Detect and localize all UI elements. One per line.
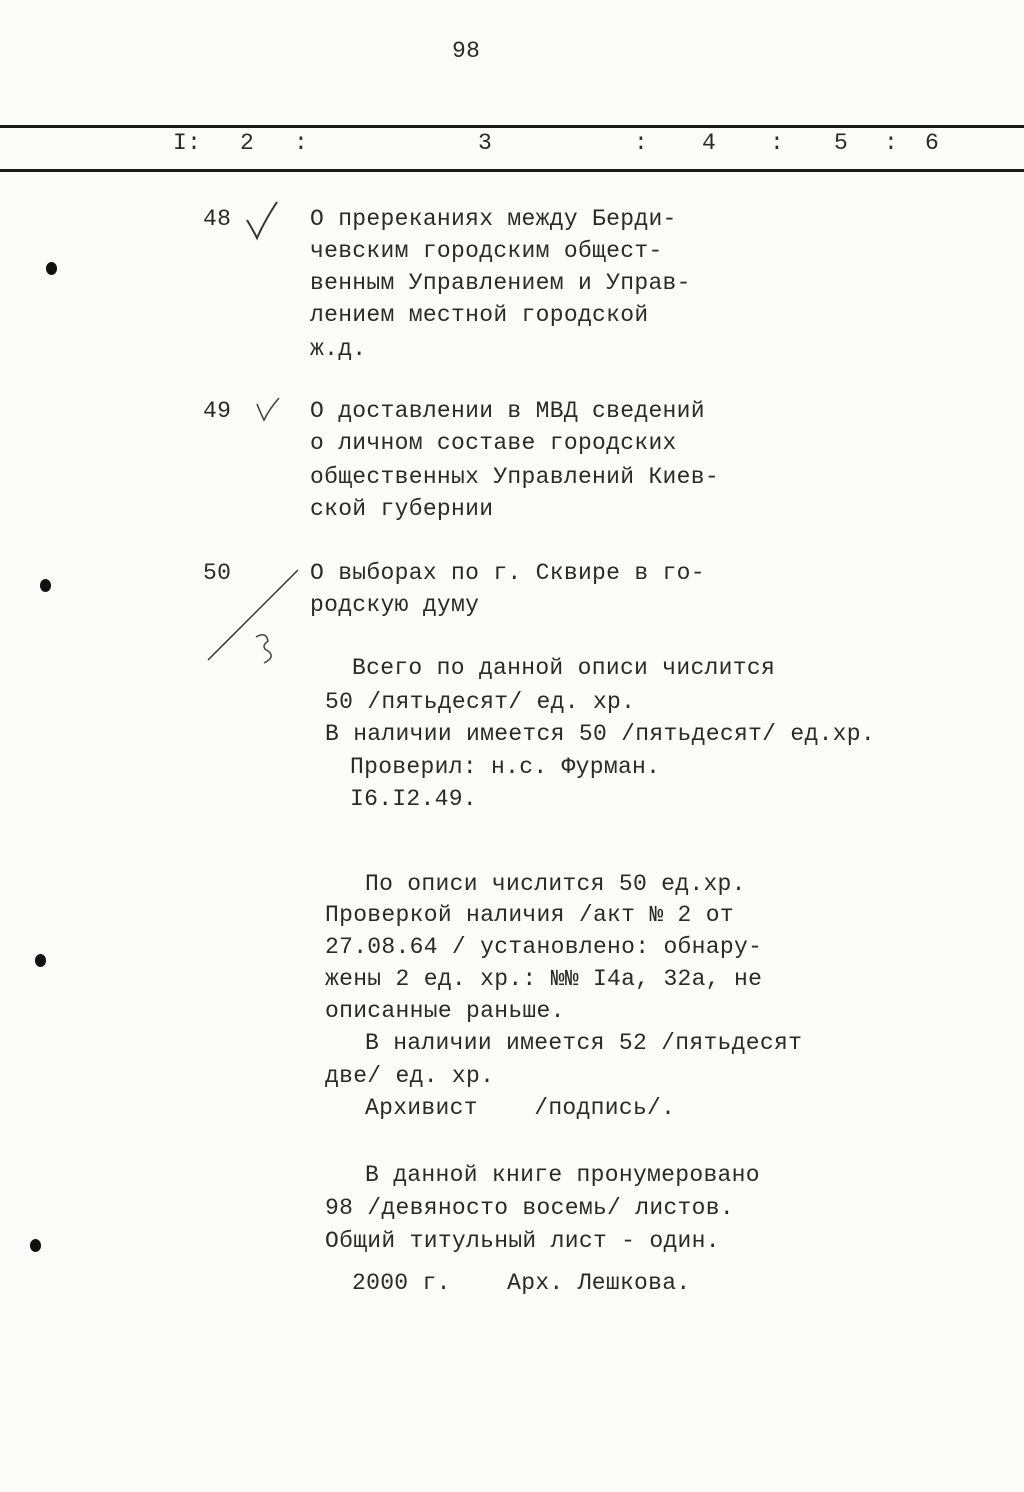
item-line: О пререканиях между Берди- bbox=[310, 206, 677, 232]
item-line: венным Управлением и Управ- bbox=[310, 270, 691, 296]
checkmark-icon bbox=[255, 398, 285, 424]
note-line: описанные раньше. bbox=[325, 998, 565, 1024]
column-1: I: bbox=[173, 130, 202, 156]
header-bottom-rule bbox=[0, 169, 1024, 172]
punch-hole bbox=[46, 262, 57, 275]
checkmark-icon bbox=[245, 200, 285, 240]
page-number: 98 bbox=[452, 38, 481, 64]
column-separator: : bbox=[634, 130, 649, 156]
item-number: 50 bbox=[203, 560, 232, 586]
item-number: 49 bbox=[203, 398, 232, 424]
item-line: родскую думу bbox=[310, 592, 480, 618]
note-line: Общий титульный лист - один. bbox=[325, 1228, 720, 1254]
item-line: о личном составе городских bbox=[310, 430, 677, 456]
column-separator: : bbox=[294, 130, 309, 156]
note-line: Проверкой наличия /акт № 2 от bbox=[325, 902, 734, 928]
column-6: 6 bbox=[925, 130, 940, 156]
end-line-mark-icon bbox=[200, 565, 300, 685]
punch-hole bbox=[35, 954, 46, 967]
column-3: 3 bbox=[478, 130, 493, 156]
item-line: ж.д. bbox=[310, 336, 367, 362]
column-2: 2 bbox=[240, 130, 255, 156]
note-signature: Архивист /подпись/. bbox=[365, 1095, 676, 1121]
item-line: лением местной городской bbox=[310, 302, 649, 328]
note-line: По описи числится 50 ед.хр. bbox=[365, 871, 746, 897]
note-line: две/ ед. хр. bbox=[325, 1063, 495, 1089]
note-line: 27.08.64 / установлено: обнару- bbox=[325, 934, 763, 960]
punch-hole bbox=[30, 1239, 41, 1252]
note-line: 98 /девяносто восемь/ листов. bbox=[325, 1195, 734, 1221]
note-line: Всего по данной описи числится bbox=[352, 655, 776, 681]
note-line: Проверил: н.с. Фурман. bbox=[350, 754, 661, 780]
column-separator: : bbox=[770, 130, 785, 156]
item-line: О доставлении в МВД сведений bbox=[310, 398, 705, 424]
column-5: 5 bbox=[834, 130, 849, 156]
item-line: чевским городским общест- bbox=[310, 238, 663, 264]
note-line: жены 2 ед. хр.: №№ I4а, 32а, не bbox=[325, 966, 763, 992]
item-number: 48 bbox=[203, 206, 232, 232]
note-date: I6.I2.49. bbox=[350, 786, 477, 812]
item-line: ской губернии bbox=[310, 496, 494, 522]
note-line: В наличии имеется 50 /пятьдесят/ ед.хр. bbox=[325, 721, 875, 747]
note-line: В данной книге пронумеровано bbox=[365, 1162, 760, 1188]
note-signature: 2000 г. Арх. Лешкова. bbox=[352, 1270, 691, 1296]
note-line: В наличии имеется 52 /пятьдесят bbox=[365, 1030, 803, 1056]
note-line: 50 /пятьдесят/ ед. хр. bbox=[325, 689, 636, 715]
punch-hole bbox=[40, 579, 51, 592]
header-top-rule bbox=[0, 125, 1024, 128]
item-line: общественных Управлений Киев- bbox=[310, 464, 719, 490]
column-separator: : bbox=[884, 130, 899, 156]
item-line: О выборах по г. Сквире в го- bbox=[310, 560, 705, 586]
column-4: 4 bbox=[702, 130, 717, 156]
